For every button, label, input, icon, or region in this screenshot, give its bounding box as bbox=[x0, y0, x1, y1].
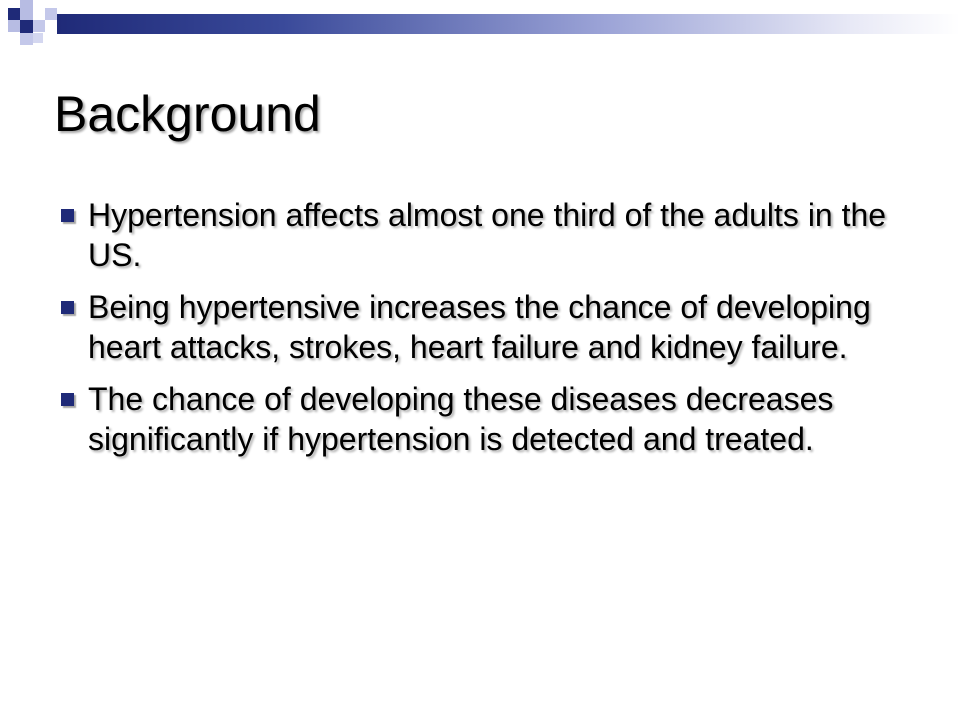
decorative-square bbox=[20, 33, 33, 45]
decorative-square bbox=[8, 20, 20, 32]
square-bullet-icon bbox=[61, 301, 74, 314]
decorative-square bbox=[45, 8, 57, 20]
bullet-item bbox=[60, 195, 920, 275]
decorative-square bbox=[8, 8, 20, 20]
header-gradient-bar bbox=[57, 14, 960, 34]
bullet-item bbox=[60, 287, 920, 367]
bullet-list bbox=[60, 195, 920, 471]
bullet-item bbox=[60, 379, 920, 459]
decorative-square bbox=[33, 33, 43, 43]
bullet-text: Being hypertensive increases the chance of developing heart attacks, strokes, heart failure and kidney failure. bbox=[88, 289, 871, 365]
decorative-square bbox=[33, 20, 45, 32]
square-bullet-icon bbox=[61, 209, 74, 222]
bullet-text: Hypertension affects almost one third of the adults in the US. bbox=[88, 197, 887, 273]
slide-title: Background bbox=[54, 86, 321, 142]
decorative-square bbox=[20, 0, 33, 20]
bullet-text: The chance of developing these diseases decreases significantly if hypertension is detected and treated. bbox=[88, 381, 834, 457]
square-bullet-icon bbox=[61, 393, 74, 406]
decorative-square bbox=[20, 20, 33, 33]
